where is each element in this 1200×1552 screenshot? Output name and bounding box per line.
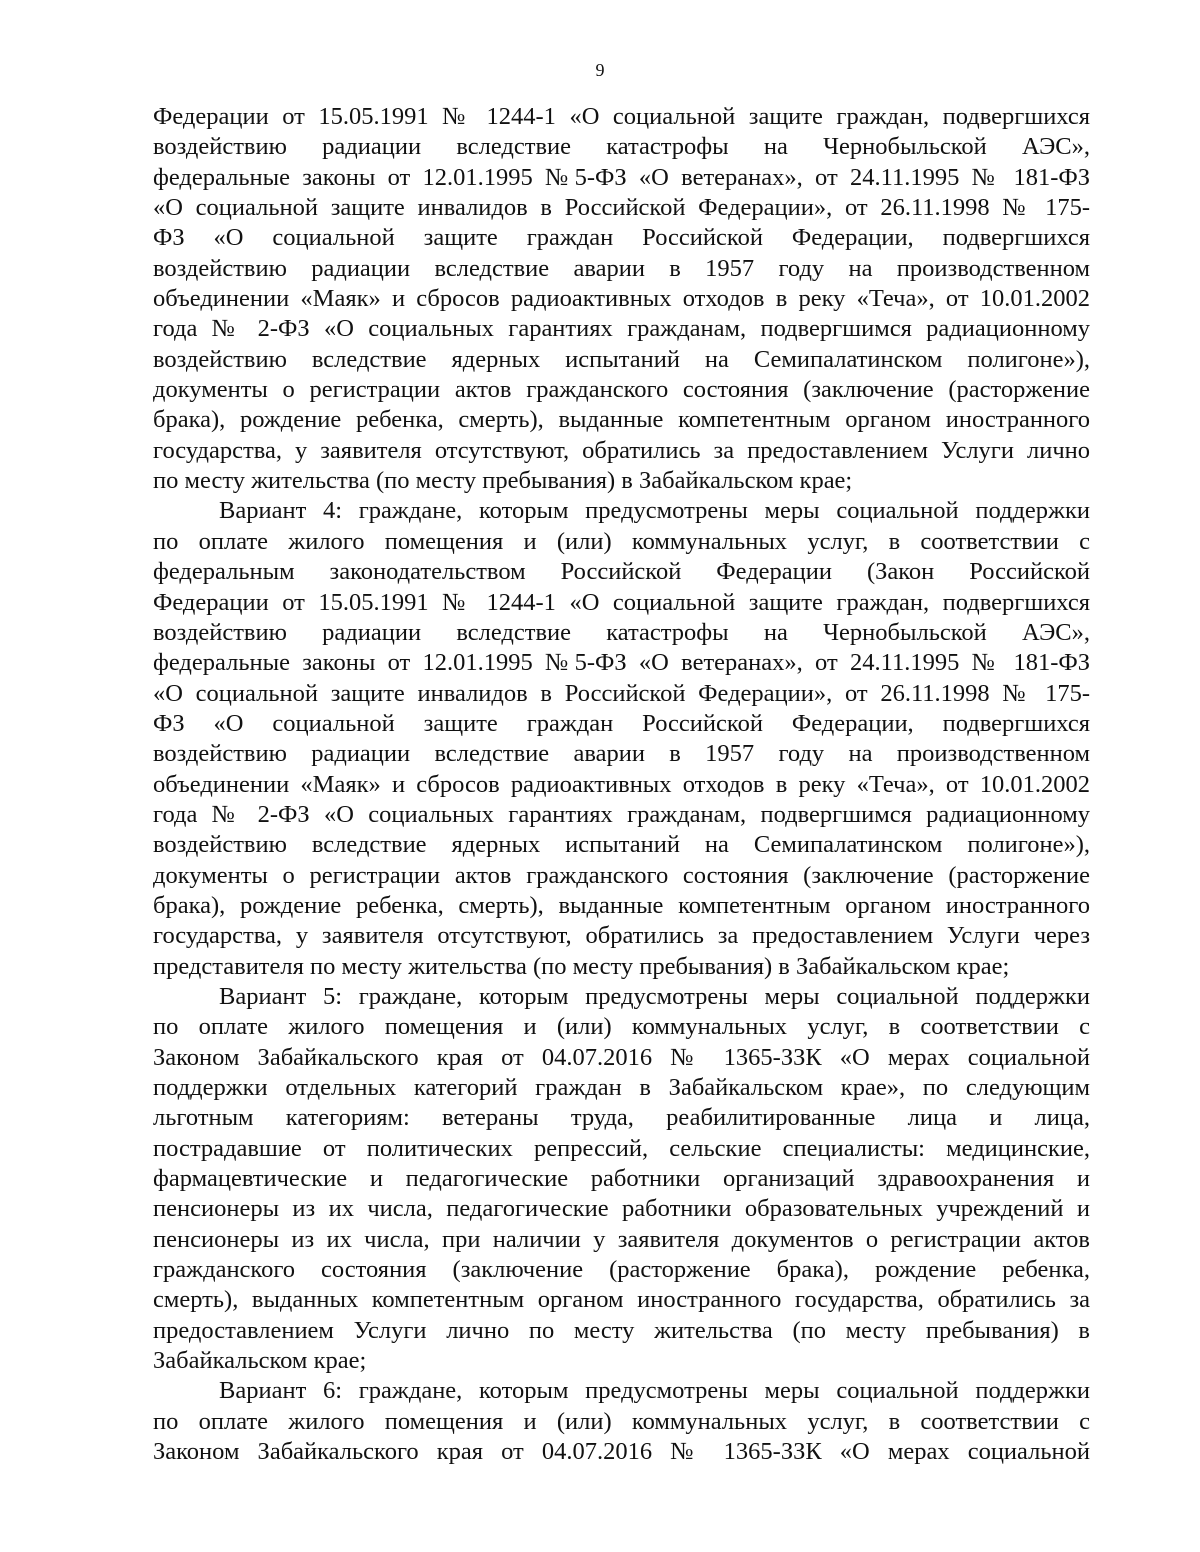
text-line: «О социальной защите инвалидов в Российской Федерации», от 26.11.1998 № 175-	[153, 194, 1090, 222]
text-line: по оплате жилого помещения и (или) коммунальных услуг, в соответствии с	[153, 527, 1090, 555]
text-line: брака), рождение ребенка, смерть), выданные компетентным органом иностранного	[153, 891, 1090, 919]
text-line: государства, у заявителя отсутствуют, обратились за предоставлением Услуги через	[153, 922, 1090, 950]
text-line: воздействию радиации вследствие катастрофы на Чернобыльской АЭС»,	[153, 133, 1090, 161]
text-line: документы о регистрации актов гражданского состояния (заключение (расторжение	[153, 376, 1090, 404]
text-line: по оплате жилого помещения и (или) коммунальных услуг, в соответствии с	[153, 1013, 1090, 1041]
text-line: льготным категориям: ветераны труда, реабилитированные лица и лица,	[153, 1104, 1090, 1132]
text-line: ФЗ «О социальной защите граждан Российской Федерации, подвергшихся	[153, 709, 1090, 737]
text-line: пострадавшие от политических репрессий, сельские специалисты: медицинские,	[153, 1134, 1090, 1162]
text-line: Федерации от 15.05.1991 № 1244-1 «О социальной защите граждан, подвергшихся	[153, 588, 1090, 616]
text-line: федеральным законодательством Российской Федерации (Закон Российской	[153, 558, 1090, 586]
text-line: ФЗ «О социальной защите граждан Российской Федерации, подвергшихся	[153, 224, 1090, 252]
text-line: представителя по месту жительства (по месту пребывания) в Забайкальском крае;	[153, 952, 1010, 980]
text-line: по месту жительства (по месту пребывания) в Забайкальском крае;	[153, 467, 853, 495]
text-line: предоставлением Услуги лично по месту жительства (по месту пребывания) в	[153, 1316, 1090, 1344]
text-line: федеральные законы от 12.01.1995 №5-ФЗ «О ветеранах», от 24.11.1995 № 181-ФЗ	[153, 163, 1090, 191]
text-line: объединении «Маяк» и сбросов радиоактивных отходов в реку «Теча», от 10.01.2002	[153, 770, 1090, 798]
text-line: Законом Забайкальского края от 04.07.2016 № 1365-ЗЗК «О мерах социальной	[153, 1438, 1090, 1466]
text-line: брака), рождение ребенка, смерть), выданные компетентным органом иностранного	[153, 406, 1090, 434]
text-line: документы о регистрации актов гражданского состояния (заключение (расторжение	[153, 861, 1090, 889]
text-line: пенсионеры из их числа, педагогические работники образовательных учреждений и	[153, 1195, 1090, 1223]
text-line: года № 2-ФЗ «О социальных гарантиях гражданам, подвергшимся радиационному	[153, 315, 1090, 343]
text-line: Вариант 5: граждане, которым предусмотрены меры социальной поддержки	[219, 982, 1090, 1010]
text-line: воздействию радиации вследствие катастрофы на Чернобыльской АЭС»,	[153, 618, 1090, 646]
text-line: «О социальной защите инвалидов в Российской Федерации», от 26.11.1998 № 175-	[153, 679, 1090, 707]
text-line: воздействию вследствие ядерных испытаний на Семипалатинском полигоне»),	[153, 345, 1090, 373]
text-line: Законом Забайкальского края от 04.07.2016 № 1365-ЗЗК «О мерах социальной	[153, 1043, 1090, 1071]
text-line: Федерации от 15.05.1991 № 1244-1 «О социальной защите граждан, подвергшихся	[153, 103, 1090, 130]
text-line: государства, у заявителя отсутствуют, обратились за предоставлением Услуги лично	[153, 436, 1090, 464]
text-line: смерть), выданных компетентным органом иностранного государства, обратились за	[153, 1286, 1090, 1314]
text-line: Забайкальском крае;	[153, 1347, 367, 1375]
text-line: воздействию вследствие ядерных испытаний на Семипалатинском полигоне»),	[153, 831, 1090, 859]
page-number: 9	[595, 60, 605, 80]
text-line: по оплате жилого помещения и (или) коммунальных услуг, в соответствии с	[153, 1407, 1090, 1435]
text-line: федеральные законы от 12.01.1995 №5-ФЗ «О ветеранах», от 24.11.1995 № 181-ФЗ	[153, 649, 1090, 677]
text-line: фармацевтические и педагогические работники организаций здравоохранения и	[153, 1165, 1090, 1193]
text-line: гражданского состояния (заключение (расторжение брака), рождение ребенка,	[153, 1256, 1090, 1284]
text-line: пенсионеры из их числа, при наличии у заявителя документов о регистрации актов	[153, 1225, 1090, 1253]
text-line: поддержки отдельных категорий граждан в Забайкальском крае», по следующим	[153, 1074, 1090, 1101]
text-line: воздействию радиации вследствие аварии в 1957 году на производственном	[153, 740, 1090, 768]
text-line: Вариант 6: граждане, которым предусмотрены меры социальной поддержки	[219, 1377, 1090, 1405]
text-line: воздействию радиации вследствие аварии в 1957 году на производственном	[153, 254, 1090, 282]
document-body	[153, 102, 1090, 1467]
text-line: года № 2-ФЗ «О социальных гарантиях гражданам, подвергшимся радиационному	[153, 800, 1090, 828]
text-line: объединении «Маяк» и сбросов радиоактивных отходов в реку «Теча», от 10.01.2002	[153, 285, 1090, 313]
text-line: Вариант 4: граждане, которым предусмотрены меры социальной поддержки	[219, 497, 1090, 525]
